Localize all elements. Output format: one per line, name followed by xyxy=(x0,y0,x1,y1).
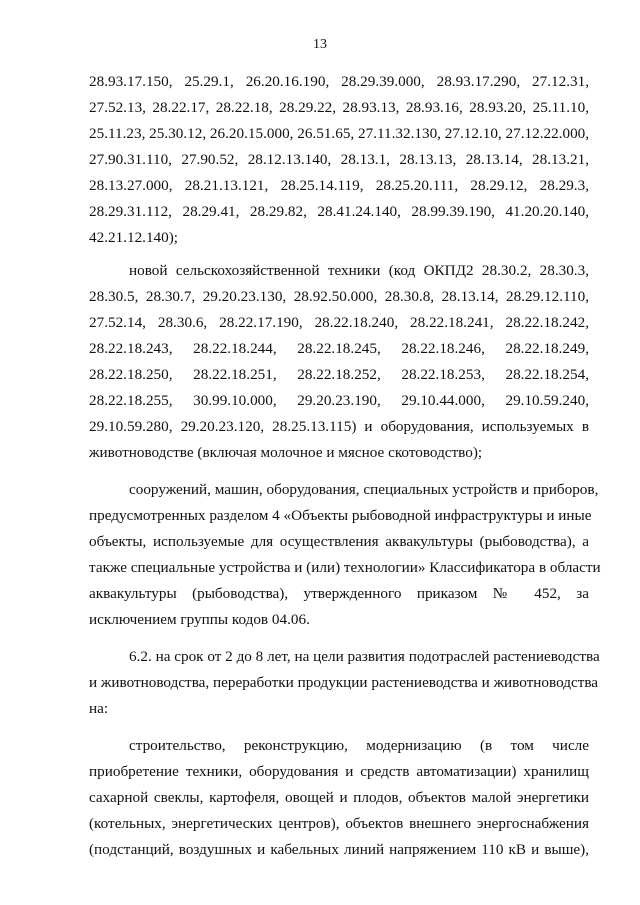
text-line: 25.11.23, 25.30.12, 26.20.15.000, 26.51.65, 27.11.32.130, 27.12.10, 27.12.22.000, xyxy=(89,125,590,142)
paragraph-agricultural-machinery xyxy=(89,258,589,466)
paragraph-section-6-2 xyxy=(89,644,600,722)
text-line: приобретение техники, оборудования и средств автоматизации) хранилищ xyxy=(89,763,589,780)
text-line: 28.13.27.000, 28.21.13.121, 28.25.14.119, 28.25.20.111, 28.29.12, 28.29.3, xyxy=(89,177,589,194)
text-line: 28.22.18.250, 28.22.18.251, 28.22.18.252, 28.22.18.253, 28.22.18.254, xyxy=(89,366,589,383)
text-line: новой сельскохозяйственной техники (код ОКПД2 28.30.2, 28.30.3, xyxy=(129,262,589,279)
text-line: сахарной свеклы, картофеля, овощей и плодов, объектов малой энергетики xyxy=(89,789,589,806)
text-line: 29.10.59.280, 29.20.23.120, 28.25.13.115) и оборудования, используемых в xyxy=(89,418,589,435)
paragraph-construction xyxy=(89,733,589,863)
paragraph-aquaculture-facilities xyxy=(89,477,601,633)
page-number: 13 xyxy=(313,37,327,52)
text-line: также специальные устройства и (или) технологии» Классификатора в области xyxy=(89,559,601,576)
text-line: 28.22.18.243, 28.22.18.244, 28.22.18.245, 28.22.18.246, 28.22.18.249, xyxy=(89,340,589,357)
text-line: 42.21.12.140); xyxy=(89,229,179,246)
text-line: 28.22.18.255, 30.99.10.000, 29.20.23.190, 29.10.44.000, 29.10.59.240, xyxy=(89,392,589,409)
paragraph-okpd-codes-continued xyxy=(89,69,589,251)
text-line: 28.93.17.150, 25.29.1, 26.20.16.190, 28.29.39.000, 28.93.17.290, 27.12.31, xyxy=(89,73,589,90)
text-line: сооружений, машин, оборудования, специальных устройств и приборов, xyxy=(129,481,599,498)
text-line: 27.52.13, 28.22.17, 28.22.18, 28.29.22, 28.93.13, 28.93.16, 28.93.20, 25.11.10, xyxy=(89,99,589,116)
text-line: 6.2. на срок от 2 до 8 лет, на цели развития подотраслей растениеводства xyxy=(129,648,600,665)
text-line: исключением группы кодов 04.06. xyxy=(89,611,310,628)
text-line: объекты, используемые для осуществления аквакультуры (рыбоводства), а xyxy=(89,533,589,550)
text-line: 27.90.31.110, 27.90.52, 28.12.13.140, 28.13.1, 28.13.13, 28.13.14, 28.13.21, xyxy=(89,151,589,168)
text-line: предусмотренных разделом 4 «Объекты рыбоводной инфраструктуры и иные xyxy=(89,507,592,524)
text-line: (котельных, энергетических центров), объектов внешнего энергоснабжения xyxy=(89,815,589,832)
text-line: и животноводства, переработки продукции растениеводства и животноводства xyxy=(89,674,599,691)
text-line: аквакультуры (рыбоводства), утвержденного приказом № 452, за xyxy=(89,585,589,602)
text-line: 27.52.14, 28.30.6, 28.22.17.190, 28.22.18.240, 28.22.18.241, 28.22.18.242, xyxy=(89,314,589,331)
text-line: (подстанций, воздушных и кабельных линий напряжением 110 кВ и выше), xyxy=(89,841,589,858)
text-line: на: xyxy=(89,700,109,717)
text-line: строительство, реконструкцию, модернизацию (в том числе xyxy=(129,737,589,754)
document-body xyxy=(89,69,601,863)
text-line: 28.30.5, 28.30.7, 29.20.23.130, 28.92.50.000, 28.30.8, 28.13.14, 28.29.12.110, xyxy=(89,288,589,305)
text-line: 28.29.31.112, 28.29.41, 28.29.82, 28.41.24.140, 28.99.39.190, 41.20.20.140, xyxy=(89,203,589,220)
text-line: животноводстве (включая молочное и мясное скотоводство); xyxy=(89,444,483,461)
